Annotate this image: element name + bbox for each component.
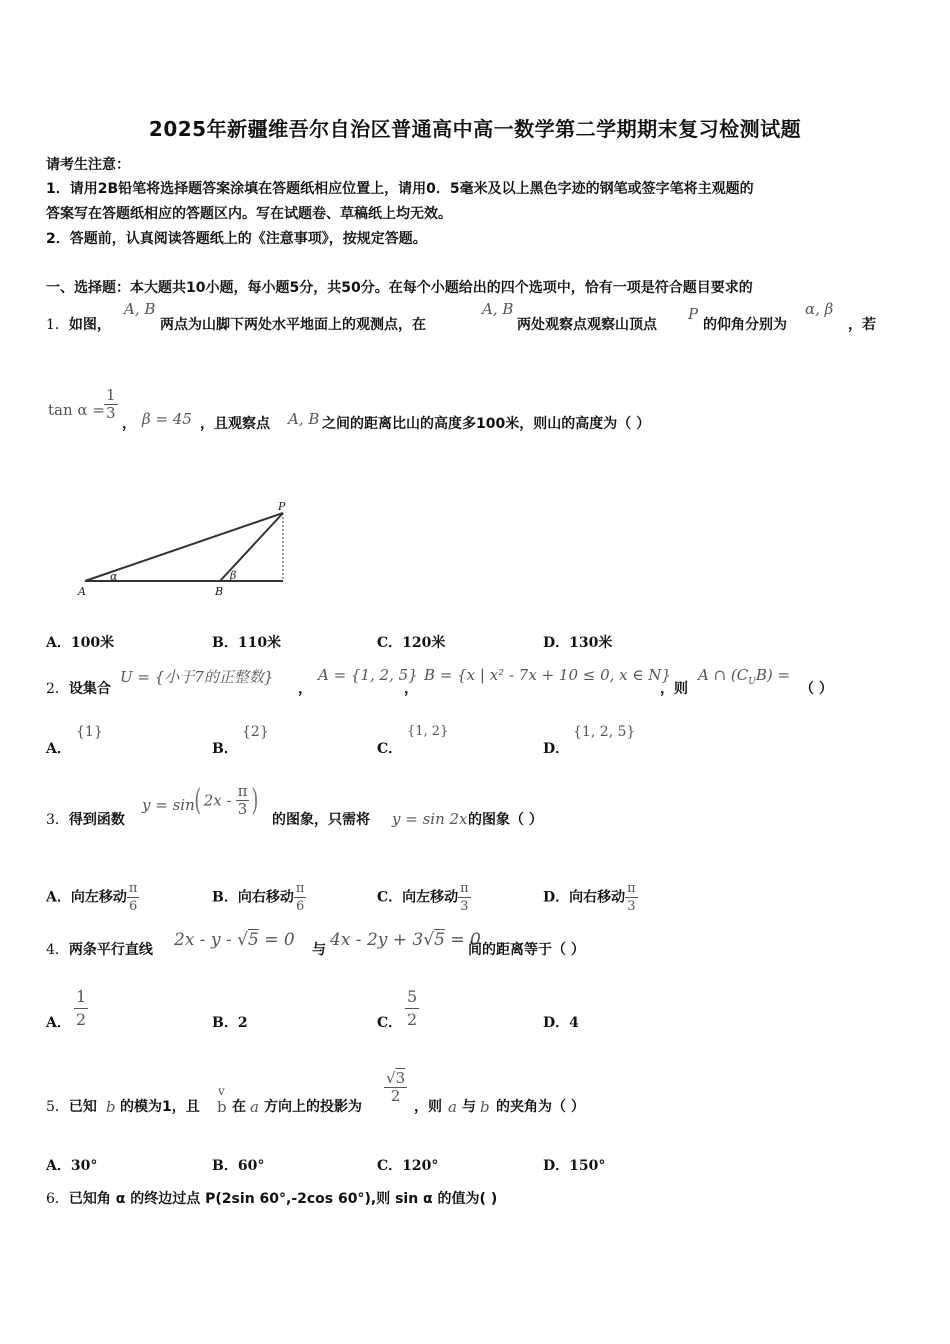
q2-option-d-label[interactable]: D． (543, 741, 570, 757)
question-5-line: 5．已知 (46, 1099, 97, 1115)
question-5-text-5: ，则 (414, 1099, 442, 1115)
q3-option-c[interactable]: C．向左移动 $\frac{\pi}{3}$ (377, 881, 469, 914)
q2-option-d-value: {1, 2, 5} (573, 724, 636, 740)
q3-option-a[interactable]: A．向左移动 $\frac{\pi}{6}$ (46, 881, 138, 914)
question-1-text-4: 的仰角分别为 (703, 317, 787, 333)
q5-option-b[interactable]: B．60° (212, 1158, 265, 1174)
q5-option-d[interactable]: D．150° (543, 1158, 606, 1174)
q2-option-b-label[interactable]: B． (212, 741, 238, 757)
q4-option-d[interactable]: D．4 (543, 1015, 579, 1031)
separator: ， (404, 681, 418, 697)
mountain-figure (70, 495, 300, 605)
vector-arrow-mark: v (218, 1084, 225, 1098)
question-2-then: ，则 (660, 681, 688, 697)
notice-item-1-line-2: 答案写在答题纸相应的答题区内。写在试题卷、草稿纸上均无效。 (46, 206, 452, 222)
question-1-text-3: 两处观察点观察山顶点 (517, 317, 657, 333)
q4-option-a-fraction: $\frac{1}{2}$ (76, 987, 87, 1029)
q4-option-c-label[interactable]: C． (377, 1015, 403, 1031)
q1-option-a[interactable]: A．100米 (46, 635, 115, 651)
q1-option-d[interactable]: D．130米 (543, 635, 613, 651)
question-1-text-5: ，若 (848, 317, 876, 333)
label-alpha: α (110, 570, 118, 583)
comma: ， (122, 416, 136, 432)
beta-value: β = 45 (142, 410, 192, 428)
question-4-text-3: 间的距离等于（ ） (468, 942, 585, 958)
question-1-text-6: ，且观察点 (200, 416, 270, 432)
q1-option-b[interactable]: B．110米 (212, 635, 282, 651)
line-1-equation: 2x - y - √5 = 0 (174, 930, 295, 950)
set-b: B = {x | x² - 7x + 10 ≤ 0, x ∈ N} (424, 666, 671, 684)
section-heading: 一、选择题：本大题共10小题，每小题5分，共50分。在每个小题给出的四个选项中，恰有一项是符合题目要求的 (46, 280, 753, 296)
q2-option-a-value: {1} (76, 724, 103, 740)
question-5-text-7: 的夹角为（ ） (496, 1099, 585, 1115)
tan-alpha-lhs: tan α = (48, 401, 105, 419)
question-number: 1． (46, 317, 69, 333)
question-5-text-2: 的模为1，且 (120, 1099, 200, 1115)
line-2-equation: 4x - 2y + 3√5 = 0 (330, 930, 481, 950)
q2-option-a-label[interactable]: A． (46, 741, 71, 757)
math-p: P (688, 305, 699, 323)
q4-option-b[interactable]: B．2 (212, 1015, 248, 1031)
notice-heading: 请考生注意： (46, 157, 130, 173)
set-a: A = {1, 2, 5} (318, 666, 418, 684)
q5-option-a[interactable]: A．30° (46, 1158, 98, 1174)
parenthesized-argument: ( 2x - $\frac{\pi}{3}$ ) (194, 782, 259, 818)
function-y2: y = sin 2x (392, 810, 468, 828)
q2-option-c-label[interactable]: C． (377, 741, 403, 757)
question-1-text-7: 之间的距离比山的高度多100米，则山的高度为（ ） (322, 416, 651, 432)
vector-b: b (106, 1098, 116, 1116)
separator: ， (298, 681, 312, 697)
set-u: U = {小于7的正整数} (120, 668, 274, 686)
page-title: 2025年新疆维吾尔自治区普通高中高一数学第二学期期末复习检测试题 (148, 117, 802, 141)
notice-item-2: 2．答题前，认真阅读答题纸上的《注意事项》，按规定答题。 (46, 231, 427, 247)
label-p: P (278, 500, 286, 513)
vector-a: a (448, 1098, 457, 1116)
vector-a: a (250, 1098, 259, 1116)
question-2-line: 2．设集合 (46, 681, 111, 697)
question-3-text-3: 的图象（ ） (468, 812, 543, 828)
question-5-text-4: 方向上的投影为 (264, 1099, 362, 1115)
vector-b: b (480, 1098, 490, 1116)
question-4-line: 4．两条平行直线 (46, 942, 153, 958)
q3-option-d[interactable]: D．向右移动 $\frac{\pi}{3}$ (543, 881, 636, 914)
question-3-text-2: 的图象，只需将 (272, 812, 370, 828)
function-y: y = sin (142, 796, 195, 814)
math-alpha-beta: α, β (805, 300, 834, 318)
question-5-text-3: 在 (232, 1099, 246, 1115)
q4-option-c-fraction: $\frac{5}{2}$ (407, 987, 418, 1029)
question-1-line-1: 1．如图， (46, 317, 111, 333)
q3-option-b[interactable]: B．向右移动 $\frac{\pi}{6}$ (212, 881, 305, 914)
label-a: A (78, 585, 86, 598)
q5-option-c[interactable]: C．120° (377, 1158, 439, 1174)
q1-option-c[interactable]: C．120米 (377, 635, 446, 651)
set-expression: A ∩ $(C_UB)$ = (698, 666, 791, 687)
label-b: B (215, 585, 224, 598)
projection-fraction: $\frac{√3}{2}$ (386, 1069, 406, 1105)
notice-item-1-line-1: 1．请用2B铅笔将选择题答案涂填在答题纸相应位置上，请用0．5毫米及以上黑色字迹的钢笔或签字笔将主观题的 (46, 181, 754, 197)
question-2-blank: （ ） (800, 681, 833, 697)
tan-alpha-fraction: $\frac{1}{3}$ (106, 386, 116, 422)
question-5-text-6: 与 (462, 1099, 476, 1115)
question-4-and: 与 (312, 942, 326, 958)
math-ab: A, B (288, 410, 320, 428)
q4-option-a-label[interactable]: A． (46, 1015, 71, 1031)
q2-option-b-value: {2} (242, 724, 269, 740)
question-6-line: 6．已知角 α 的终边过点 P(2sin 60°,-2cos 60°),则 sin α 的值为( ) (46, 1191, 498, 1207)
label-beta: β (230, 569, 237, 582)
math-ab: A, B (124, 300, 156, 318)
question-1-text-2: 两点为山脚下两处水平地面上的观测点，在 (160, 317, 426, 333)
math-ab: A, B (482, 300, 514, 318)
question-3-line: 3．得到函数 (46, 812, 125, 828)
q2-option-c-value: {1, 2} (407, 724, 449, 739)
vector-b-with-arrow: b (217, 1098, 227, 1116)
